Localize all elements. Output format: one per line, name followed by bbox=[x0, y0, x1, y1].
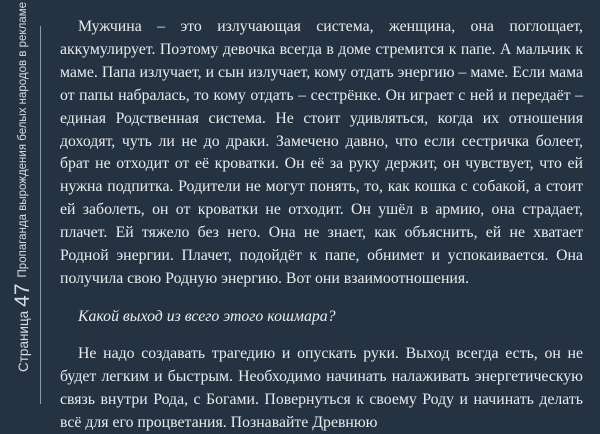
sidebar-divider bbox=[40, 26, 41, 404]
book-title: Пропаганда вырождения белых народов в рекламе bbox=[17, 1, 29, 278]
question-heading: Какой выход из всего этого кошмара? bbox=[78, 307, 336, 325]
page-number: 47 bbox=[11, 283, 34, 307]
page-content bbox=[60, 16, 583, 434]
sidebar-label bbox=[8, 1, 38, 372]
paragraph-1: Мужчина – это излучающая система, женщина, она поглощает, аккумулирует. Поэтому девочка всегда в доме стремится к папе. А мальчик к маме. Папа излучает, и сын излучает, кому отдать энергию – маме. Если мама от папы набралась, то кому отдать – сестрёнке. Он играет с ней и передаёт – единая Родственная система. Не стоит удивляться, когда их отношения доходят, чуть ли не до драки. Замечено давно, что если сестричка болеет, брат не отходит от её кроватки. Он её за руку держит, он чувствует, что ей нужна подпитка. Родители не могут понять, то, как кошка с собакой, а стоит ей заболеть, он от кроватки не отходит. Он ушёл в армию, она страдает, плачет. Ей тяжело без него. Она не знает, как объяснить, ей не хватает Родной энергии. Плачет, подойдёт к папе, обнимет и успокаивается. Она получила свою Родную энергию. Вот они взаимоотношения. bbox=[60, 18, 583, 287]
sidebar bbox=[8, 1, 38, 402]
page-label: Страница bbox=[15, 310, 31, 372]
paragraph-2: Не надо создавать трагедию и опускать руки. Выход всегда есть, он не будет легким и быстрым. Необходимо начинать налаживать энергетическую связь внутри Рода, с Богами. Повернуться к своему Роду и начинать делать всё для его процветания. Познавайте Древнюю bbox=[60, 344, 583, 431]
